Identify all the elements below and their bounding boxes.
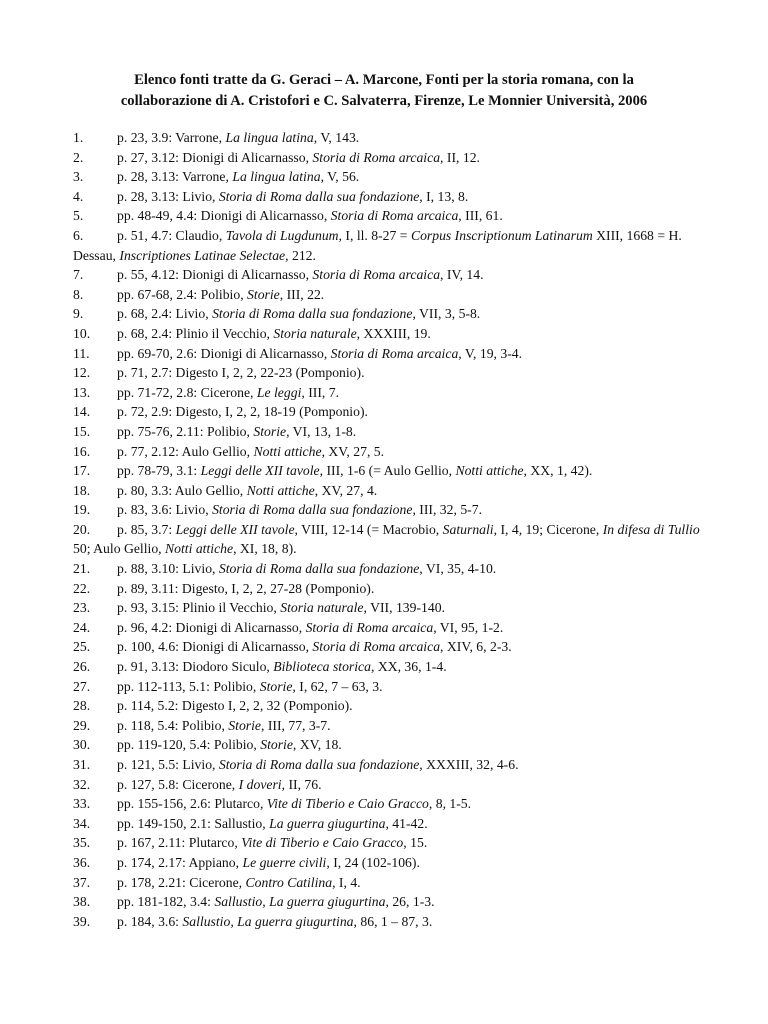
citation-text: , I, 13, 8. <box>419 188 469 204</box>
citation-work-title: Storie <box>259 678 293 694</box>
citation-work-title: Storia di Roma dalla sua fondazione <box>218 561 420 577</box>
citation-text: p. 71, 2.7: Digesto I, 2, 2, 22-23 (Pomponio). <box>117 365 365 381</box>
citation-text: pp. 149-150, 2.1: Sallustio, <box>117 815 270 831</box>
list-item-number: 11. <box>73 345 90 361</box>
citation-text: pp. 78-79, 3.1: <box>117 463 201 479</box>
list-item <box>73 304 701 324</box>
citation-work-title: Inscriptiones Latinae Selectae <box>119 247 286 263</box>
list-item <box>73 363 701 383</box>
citation-work-title: Notti attiche <box>165 541 234 557</box>
citation-text: , III, 77, 3-7. <box>261 717 331 733</box>
citation-text: , XIV, 6, 2-3. <box>440 639 512 655</box>
citation-text: 50; Aulo Gellio, <box>73 541 166 557</box>
citation-text: , III, 61. <box>458 208 503 224</box>
list-item-citation <box>117 855 420 870</box>
citation-text: , V, 56. <box>320 169 360 185</box>
citation-text: p. 83, 3.6: Livio, <box>117 502 213 518</box>
citation-text: XIII, 1668 = H. Dessau, <box>73 227 682 263</box>
citation-text: p. 68, 2.4: Livio, <box>117 306 213 322</box>
citation-text: , VI, 35, 4-10. <box>419 561 497 577</box>
citation-work-title: Storie <box>253 423 287 439</box>
citation-text: p. 167, 2.11: Plutarco, <box>117 835 242 851</box>
citation-work-title: Notti attiche <box>246 482 315 498</box>
title-line-1: Elenco fonti tratte da G. Geraci – A. Marcone, Fonti per la storia romana, con la <box>134 72 634 88</box>
list-item-citation <box>117 287 324 302</box>
list-item-citation <box>117 581 374 596</box>
citation-text: , I, 24 (102-106). <box>326 854 420 870</box>
list-item <box>73 814 701 834</box>
citation-work-title: Vite di Tiberio e Caio Gracco <box>241 835 404 851</box>
list-item <box>73 187 701 207</box>
citation-text: p. 85, 3.7: <box>117 521 176 537</box>
citation-text: p. 114, 5.2: Digesto I, 2, 2, 32 (Pomponio). <box>117 698 353 714</box>
citation-text: , VII, 139-140. <box>363 600 445 616</box>
list-item-number: 19. <box>73 502 91 518</box>
list-item-citation <box>117 835 427 850</box>
citation-text: p. 184, 3.6: <box>117 913 183 929</box>
citation-text: , I, 4, 19; Cicerone, <box>493 521 603 537</box>
list-item-citation <box>117 208 503 223</box>
citation-work-title: Notti attiche <box>455 463 524 479</box>
citation-work-title: La guerra giugurtina <box>269 815 386 831</box>
citation-text: , 86, 1 – 87, 3. <box>353 913 433 929</box>
list-item-citation <box>73 522 700 557</box>
citation-work-title: Storia di Roma arcaica <box>330 208 459 224</box>
citation-text: pp. 69-70, 2.6: Dionigi di Alicarnasso, <box>117 345 331 361</box>
citation-text: , XX, 36, 1-4. <box>370 659 447 675</box>
list-item <box>73 912 701 932</box>
citation-work-title: Storia di Roma dalla sua fondazione <box>218 188 420 204</box>
list-item-citation <box>117 600 445 615</box>
list-item <box>73 657 701 677</box>
list-item-citation <box>117 169 359 184</box>
list-item-citation <box>117 150 480 165</box>
list-item-citation <box>117 796 471 811</box>
citation-text: , 41-42. <box>385 815 428 831</box>
list-item-number: 35. <box>73 835 91 851</box>
citation-work-title: Le guerre civili <box>242 854 327 870</box>
list-item-citation <box>117 306 480 321</box>
list-item-citation <box>117 914 432 929</box>
citation-text: , III, 32, 5-7. <box>412 502 482 518</box>
list-item-number: 1. <box>73 130 84 145</box>
list-item-citation <box>117 698 353 713</box>
citation-work-title: Storia di Roma dalla sua fondazione <box>212 502 413 518</box>
citation-text: , 26, 1-3. <box>385 894 435 910</box>
citation-text: pp. 181-182, 3.4: <box>117 894 215 910</box>
citation-text: p. 80, 3.3: Aulo Gellio, <box>117 482 247 498</box>
citation-text: p. 27, 3.12: Dionigi di Alicarnasso, <box>117 149 313 165</box>
list-item-citation <box>117 326 431 341</box>
list-item-number: 10. <box>73 325 91 341</box>
list-item <box>73 579 701 599</box>
citation-work-title: Le leggi <box>256 384 302 400</box>
citation-text: p. 127, 5.8: Cicerone, <box>117 776 239 792</box>
list-item-citation <box>117 189 468 204</box>
citation-text: pp. 71-72, 2.8: Cicerone, <box>117 384 257 400</box>
citation-text: , I, 4. <box>332 874 361 890</box>
list-item <box>73 402 701 422</box>
list-item-number: 12. <box>73 365 91 381</box>
list-item-citation <box>117 561 496 576</box>
citation-text: , II, 76. <box>281 776 322 792</box>
citation-work-title: Storia di Roma dalla sua fondazione <box>212 306 413 322</box>
citation-text: , I, 62, 7 – 63, 3. <box>292 678 383 694</box>
citation-text: , XV, 27, 5. <box>321 443 385 459</box>
list-item-citation <box>117 816 428 831</box>
list-item-number: 29. <box>73 717 91 733</box>
list-item-citation <box>117 659 447 674</box>
citation-work-title: Vite di Tiberio e Caio Gracco <box>266 796 429 812</box>
list-item <box>73 285 701 305</box>
list-item-number: 25. <box>73 639 91 655</box>
citation-text: , V, 143. <box>313 130 360 145</box>
list-item-citation <box>117 444 384 459</box>
list-item <box>73 696 701 716</box>
list-item-citation <box>117 502 482 517</box>
list-item <box>73 442 701 462</box>
citation-work-title: Storia naturale <box>273 325 357 341</box>
citation-text: , III, 1-6 (= Aulo Gellio, <box>319 463 456 479</box>
citation-work-title: Storia di Roma arcaica <box>312 149 441 165</box>
list-item-number: 39. <box>73 913 91 929</box>
citation-text: , I, ll. 8-27 = <box>338 227 411 243</box>
citation-text: , IV, 14. <box>440 267 484 283</box>
list-item-number: 15. <box>73 423 91 439</box>
citation-text: , VII, 3, 5-8. <box>412 306 481 322</box>
list-item-citation <box>117 365 365 380</box>
citation-text: p. 89, 3.11: Digesto, I, 2, 2, 27-28 (Pomponio). <box>117 580 375 596</box>
citation-text: , VIII, 12-14 (= Macrobio, <box>294 521 443 537</box>
citation-text: , XXXIII, 32, 4-6. <box>419 757 519 772</box>
list-item-citation <box>117 757 519 772</box>
citation-work-title: Contro Catilina <box>245 874 333 890</box>
list-item-number: 9. <box>73 306 84 322</box>
list-item-number: 30. <box>73 737 91 753</box>
citation-work-title: Biblioteca storica <box>273 659 371 675</box>
list-item-number: 21. <box>73 561 91 577</box>
list-item <box>73 755 701 775</box>
list-item-number: 24. <box>73 619 91 635</box>
list-item <box>73 598 701 618</box>
list-item-number: 31. <box>73 757 91 772</box>
list-item <box>73 833 701 853</box>
list-item-number: 18. <box>73 482 91 498</box>
list-item <box>73 637 701 657</box>
list-item <box>73 226 701 265</box>
list-item-number: 2. <box>73 149 84 165</box>
list-item-citation <box>117 737 342 752</box>
list-item-number: 37. <box>73 874 91 890</box>
list-item <box>73 422 701 442</box>
list-item <box>73 873 701 893</box>
list-item <box>73 775 701 795</box>
list-item-citation <box>117 777 322 792</box>
list-item-number: 6. <box>73 227 84 243</box>
citation-text: , XXXIII, 19. <box>356 325 431 341</box>
citation-text: , II, 12. <box>440 149 480 165</box>
citation-text: p. 96, 4.2: Dionigi di Alicarnasso, <box>117 619 306 635</box>
list-item-number: 27. <box>73 678 91 694</box>
citation-text: p. 23, 3.9: Varrone, <box>117 130 226 145</box>
citation-text: , 15. <box>403 835 428 851</box>
document-title <box>60 70 708 112</box>
list-item-citation <box>117 718 331 733</box>
list-item-citation <box>73 228 682 263</box>
list-item <box>73 481 701 501</box>
citation-text: pp. 155-156, 2.6: Plutarco, <box>117 796 267 812</box>
list-item-citation <box>117 875 361 890</box>
citation-work-title: Corpus Inscriptionum Latinarum <box>410 227 593 243</box>
list-item <box>73 677 701 697</box>
list-item-citation <box>117 130 359 145</box>
citation-work-title: Leggi delle XII tavole <box>200 463 320 479</box>
citation-work-title: Tavola di Lugdunum <box>225 227 339 243</box>
list-item <box>73 735 701 755</box>
list-item <box>73 344 701 364</box>
list-item-citation <box>117 346 522 361</box>
list-item-number: 17. <box>73 463 91 479</box>
citation-text: , III, 7. <box>301 384 340 400</box>
citation-work-title: Saturnali <box>442 521 494 537</box>
citation-text: , VI, 13, 1-8. <box>286 423 357 439</box>
list-item-number: 13. <box>73 384 91 400</box>
citation-work-title: Notti attiche <box>253 443 322 459</box>
citation-text: p. 93, 3.15: Plinio il Vecchio, <box>117 600 281 616</box>
list-item <box>73 716 701 736</box>
list-item <box>73 206 701 226</box>
list-item-number: 28. <box>73 698 91 714</box>
citation-text: p. 51, 4.7: Claudio, <box>117 227 226 243</box>
list-item-number: 8. <box>73 286 84 302</box>
citation-text: pp. 119-120, 5.4: Polibio, <box>117 737 261 753</box>
list-item-citation <box>117 639 512 654</box>
list-item-citation <box>117 424 356 439</box>
citation-work-title: La lingua latina <box>225 130 314 145</box>
list-item <box>73 559 701 579</box>
citation-text: , 8, 1-5. <box>428 796 472 812</box>
list-item-number: 38. <box>73 894 91 910</box>
citation-text: , XV, 18. <box>292 737 342 753</box>
list-item <box>73 892 701 912</box>
list-item-number: 36. <box>73 854 91 870</box>
citation-text: p. 68, 2.4: Plinio il Vecchio, <box>117 325 274 341</box>
list-item <box>73 167 701 187</box>
citation-text: p. 121, 5.5: Livio, <box>117 757 219 772</box>
citation-text: , III, 22. <box>279 286 325 302</box>
citation-text: pp. 112-113, 5.1: Polibio, <box>117 678 260 694</box>
list-item-citation <box>117 620 503 635</box>
title-line-2: collaborazione di A. Cristofori e C. Salvaterra, Firenze, Le Monnier Università, 2006 <box>120 93 648 109</box>
list-item <box>73 383 701 403</box>
list-item-citation <box>117 385 339 400</box>
list-item-number: 20. <box>73 521 91 537</box>
citation-text: p. 174, 2.17: Appiano, <box>117 854 243 870</box>
citation-text: p. 72, 2.9: Digesto, I, 2, 2, 18-19 (Pomponio). <box>117 404 368 420</box>
citation-text: pp. 75-76, 2.11: Polibio, <box>117 423 254 439</box>
source-list <box>73 128 701 931</box>
list-item-citation <box>117 894 435 909</box>
citation-text: , VI, 95, 1-2. <box>433 619 504 635</box>
citation-work-title: Storie <box>260 737 293 753</box>
citation-work-title: Storia di Roma arcaica <box>330 345 459 361</box>
list-item <box>73 520 701 559</box>
list-item-number: 34. <box>73 815 91 831</box>
list-item-number: 32. <box>73 776 91 792</box>
list-item-citation <box>117 267 484 282</box>
citation-text: , 212. <box>285 247 316 263</box>
list-item-citation <box>117 463 592 478</box>
list-item <box>73 853 701 873</box>
citation-text: , XI, 18, 8). <box>233 541 297 557</box>
citation-text: , XV, 27, 4. <box>314 482 378 498</box>
list-item <box>73 148 701 168</box>
list-item-number: 14. <box>73 404 91 420</box>
citation-text: p. 91, 3.13: Diodoro Siculo, <box>117 659 274 675</box>
list-item-number: 23. <box>73 600 91 616</box>
citation-text: pp. 48-49, 4.4: Dionigi di Alicarnasso, <box>117 208 331 224</box>
citation-work-title: I doveri <box>238 776 282 792</box>
citation-work-title: La lingua latina <box>232 169 321 185</box>
citation-text: p. 77, 2.12: Aulo Gellio, <box>117 443 254 459</box>
citation-work-title: In difesa di Tullio <box>602 521 700 537</box>
citation-work-title: Sallustio, La guerra giugurtina <box>182 913 354 929</box>
citation-work-title: Storia di Roma arcaica <box>312 267 441 283</box>
citation-text: p. 100, 4.6: Dionigi di Alicarnasso, <box>117 639 313 655</box>
citation-work-title: Storia naturale <box>280 600 364 616</box>
citation-work-title: Storia di Roma dalla sua fondazione <box>218 757 420 772</box>
citation-work-title: Leggi delle XII tavole <box>175 521 295 537</box>
citation-text: p. 118, 5.4: Polibio, <box>117 717 229 733</box>
list-item-citation <box>117 679 383 694</box>
citation-work-title: Storia di Roma arcaica <box>305 619 434 635</box>
citation-text: p. 88, 3.10: Livio, <box>117 561 219 577</box>
list-item-citation <box>117 404 368 419</box>
citation-text: pp. 67-68, 2.4: Polibio, <box>117 286 248 302</box>
list-item-citation <box>117 483 377 498</box>
list-item-number: 3. <box>73 169 84 185</box>
citation-work-title: Storia di Roma arcaica <box>312 639 441 655</box>
citation-work-title: Storie <box>247 286 280 302</box>
citation-work-title: Storie <box>228 717 261 733</box>
list-item <box>73 794 701 814</box>
list-item-number: 4. <box>73 188 84 204</box>
citation-text: p. 55, 4.12: Dionigi di Alicarnasso, <box>117 267 313 283</box>
citation-text: p. 28, 3.13: Livio, <box>117 188 219 204</box>
list-item-number: 16. <box>73 443 91 459</box>
list-item-number: 5. <box>73 208 84 224</box>
list-item <box>73 500 701 520</box>
list-item <box>73 461 701 481</box>
citation-text: , V, 19, 3-4. <box>458 345 523 361</box>
citation-text: p. 28, 3.13: Varrone, <box>117 169 233 185</box>
citation-text: p. 178, 2.21: Cicerone, <box>117 874 246 890</box>
list-item-number: 22. <box>73 580 91 596</box>
list-item <box>73 265 701 285</box>
citation-work-title: Sallustio, La guerra giugurtina <box>214 894 386 910</box>
list-item-number: 7. <box>73 267 84 283</box>
list-item <box>73 618 701 638</box>
list-item <box>73 324 701 344</box>
citation-text: , XX, 1, 42). <box>523 463 593 479</box>
list-item-number: 33. <box>73 796 91 812</box>
list-item <box>73 128 701 148</box>
list-item-number: 26. <box>73 659 91 675</box>
